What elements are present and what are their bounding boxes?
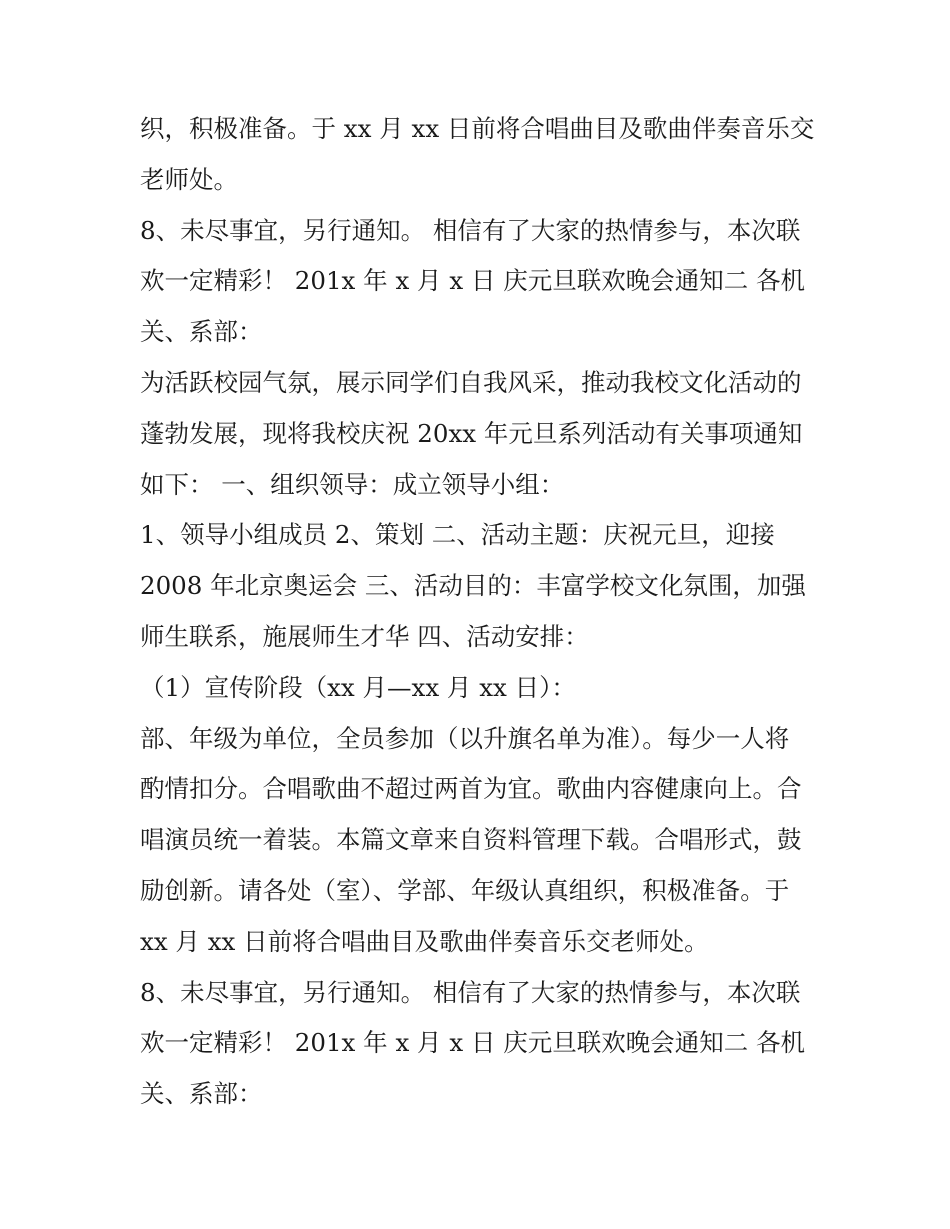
text-line: 老师处。 [140,164,238,194]
text-line: 8、未尽事宜，另行通知。 相信有了大家的热情参与，本次联 [140,977,801,1007]
text-line: 励创新。请各处（室）、学部、年级认真组织，积极准备。于 [140,875,790,905]
text-line: 欢一定精彩！ 201x 年 x 月 x 日 庆元旦联欢晚会通知二 各机 [140,1028,806,1058]
text-line: 如下： 一、组织领导：成立领导小组： [140,469,565,499]
text-line: 8、未尽事宜，另行通知。 相信有了大家的热情参与，本次联 [140,215,801,245]
text-line: 部、年级为单位，全员参加（以升旗名单为准）。每少一人将 [140,723,790,753]
text-line: 唱演员统一着装。本篇文章来自资料管理下载。合唱形式，鼓 [140,825,802,855]
text-line: 欢一定精彩！ 201x 年 x 月 x 日 庆元旦联欢晚会通知二 各机 [140,266,806,296]
text-line: 关、系部： [140,1079,263,1109]
text-line: 蓬勃发展，现将我校庆祝 20xx 年元旦系列活动有关事项通知 [140,418,803,448]
body-text [140,104,830,1120]
text-line: 关、系部： [140,317,263,347]
text-line: （1）宣传阶段（xx 月—xx 月 xx 日）： [140,672,576,702]
text-line: 1、领导小组成员 2、策划 二、活动主题：庆祝元旦，迎接 [140,520,775,550]
text-line: 为活跃校园气氛，展示同学们自我风采，推动我校文化活动的 [140,367,802,397]
text-line: 师生联系，施展师生才华 四、活动安排： [140,621,589,651]
text-line: 酌情扣分。合唱歌曲不超过两首为宜。歌曲内容健康向上。合 [140,774,802,804]
text-line: 织，积极准备。于 xx 月 xx 日前将合唱曲目及歌曲伴奏音乐交 [140,114,815,143]
text-line: xx 月 xx 日前将合唱曲目及歌曲伴奏音乐交老师处。 [140,926,709,956]
text-line: 2008 年北京奥运会 三、活动目的：丰富学校文化氛围，加强 [140,571,806,601]
